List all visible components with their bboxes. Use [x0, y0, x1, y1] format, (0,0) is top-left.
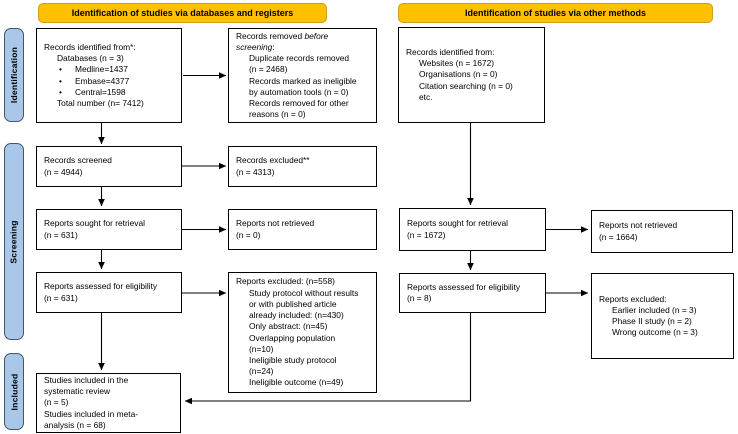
- box-text-line: Studies included in the: [44, 375, 129, 385]
- box-text-line: Phase II study (n = 2): [612, 316, 692, 326]
- stage-label-screening: [4, 143, 24, 340]
- box-text-line: by automation tools (n = 0): [249, 86, 349, 97]
- box-text-line: Organisations (n = 0): [419, 69, 498, 80]
- stage-label-identification: [4, 28, 24, 122]
- box-text-line: screening:: [236, 41, 275, 52]
- box-text-line: Reports excluded:: [599, 293, 667, 304]
- box-text-line: Reports sought for retrieval: [407, 218, 509, 229]
- box-text-line: Only abstract: (n=45): [249, 321, 328, 332]
- box-text-line: Records removed before: [236, 30, 329, 41]
- box-text-line: Records excluded**: [236, 155, 310, 166]
- box-text-line: Reports excluded: (n=558): [236, 276, 335, 287]
- box-text-line: Records identified from*:: [44, 41, 136, 52]
- header-other-label: Identification of studies via other methods: [464, 8, 647, 18]
- box-text-line: Earlier included (n = 3): [612, 304, 697, 315]
- box-text-line: Study protocol without results: [249, 287, 359, 298]
- box-reports-sought-databases: [36, 209, 182, 250]
- box-text-line: Duplicate records removed: [249, 53, 350, 64]
- box-text-line: (n = 5): [44, 397, 69, 408]
- box-text-line: Citation searching (n = 0): [419, 80, 513, 91]
- box-text-line: (n = 1672): [407, 229, 446, 240]
- header-databases-label: Identification of studies via databases and registers: [71, 8, 294, 18]
- box-text-line: • Central=1598: [59, 86, 126, 97]
- box-text-line: Ineligible study protocol: [249, 354, 337, 365]
- box-text-line: (n = 631): [44, 292, 78, 303]
- box-text-line: Reports not retrieved: [599, 220, 678, 231]
- box-text-line: etc.: [419, 91, 433, 102]
- box-reports-assessed-databases: [36, 272, 182, 313]
- box-reports-sought-other: [399, 208, 546, 251]
- box-text-line: Total number (n= 7412): [57, 97, 144, 108]
- box-text-line: Records screened: [44, 155, 112, 166]
- box-text-line: reasons (n = 0): [249, 109, 306, 120]
- box-text-line: Overlapping population: [249, 332, 336, 343]
- box-text-line: • Medline=1437: [59, 64, 128, 75]
- box-studies-included: [36, 373, 181, 433]
- box-text-line: Reports sought for retrieval: [44, 218, 146, 229]
- box-text-line: (n = 2468): [249, 64, 288, 75]
- box-records-screened: [36, 146, 182, 187]
- bullet-glyph: •: [59, 86, 62, 97]
- box-text-line: (n = 631): [44, 229, 78, 240]
- box-text-line: Reports not retrieved: [236, 218, 315, 229]
- box-text-line: analysis (n = 68): [44, 419, 106, 430]
- box-text-line: (n=24): [249, 366, 274, 377]
- box-records-excluded: [228, 146, 377, 187]
- box-text-line: • Embase=4377: [59, 75, 130, 86]
- box-text-line: Records marked as ineligible: [249, 75, 357, 86]
- header-other-methods: [398, 3, 713, 23]
- box-text-line: (n = 8): [407, 293, 432, 303]
- box-text-line: (n = 0): [236, 229, 261, 240]
- box-text-line: Ineligible outcome (n=49): [249, 377, 344, 388]
- bullet-glyph: •: [59, 75, 62, 86]
- box-text-line: (n = 4944): [44, 166, 83, 177]
- box-text-line: (n=10): [249, 343, 274, 354]
- box-text-line: (n = 1664): [599, 231, 638, 242]
- box-text-line: or with published article: [249, 298, 337, 309]
- box-text-line: Databases (n = 3): [57, 53, 124, 64]
- screening-label: Screening: [9, 219, 20, 264]
- box-text-line: systematic review: [44, 386, 111, 397]
- box-text-line: already included: (n=430): [249, 310, 344, 321]
- stage-label-included: [4, 353, 24, 430]
- box-text-line: Records removed for other: [249, 97, 349, 108]
- box-records-identified-databases: [36, 28, 182, 123]
- box-text-line: Wrong outcome (n = 3): [612, 327, 698, 338]
- box-reports-excluded-other: [591, 273, 734, 359]
- identification-label: Identification: [9, 46, 19, 104]
- box-text-line: Reports assessed for eligibility: [407, 281, 521, 292]
- box-records-removed-before-screening: [228, 28, 377, 123]
- box-text-line: Records identified from:: [406, 46, 495, 57]
- box-reports-not-retrieved-other: [591, 210, 733, 253]
- box-text-line: Websites (n = 1672): [419, 58, 495, 69]
- box-reports-excluded-databases: [228, 272, 377, 393]
- box-text-line: Studies included in meta-: [44, 408, 139, 419]
- box-text-line: (n = 4313): [236, 166, 275, 177]
- box-text-line: Reports assessed for eligibility: [44, 281, 158, 292]
- box-reports-assessed-other: [399, 273, 546, 313]
- box-records-identified-other: [398, 27, 545, 123]
- included-label: Included: [9, 373, 19, 410]
- bullet-glyph: •: [59, 64, 62, 75]
- box-reports-not-retrieved-databases: [228, 209, 377, 250]
- header-databases-registers: [38, 3, 327, 23]
